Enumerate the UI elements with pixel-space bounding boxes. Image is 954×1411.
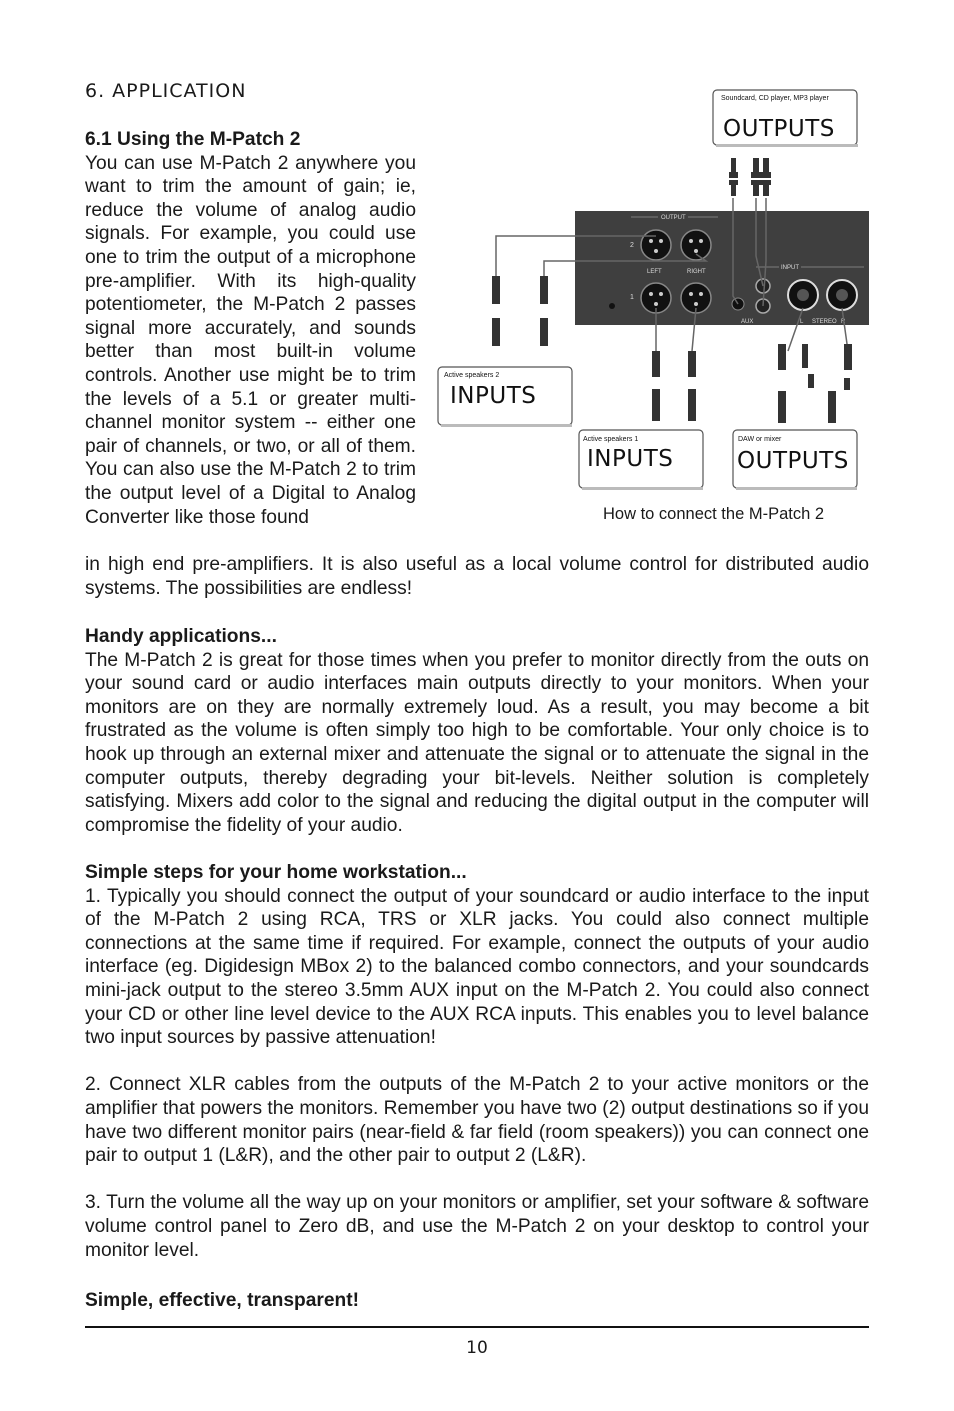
speakers1-box-caption: Active speakers 1 [583, 436, 639, 443]
footer-divider [85, 1326, 869, 1328]
intro-continuation: in high end pre-amplifiers. It is also useful as a local volume control for distributed audio systems. The possibilities are endless! [85, 554, 869, 599]
diagram-caption: How to connect the M-Patch 2 [603, 505, 825, 523]
step-3: 3. Turn the volume all the way up on your monitors or amplifier, set your software & software volume control panel to Zero dB, and use the M-Patch 2 on your desktop to control your monitor level. [85, 1192, 869, 1261]
source-box-caption: Soundcard, CD player, MP3 player [721, 95, 829, 102]
speakers1-inputs-box [579, 430, 703, 490]
panel-aux-label: AUX [741, 319, 754, 325]
intro-paragraph: You can use M-Patch 2 anywhere you want to trim the amount of gain; ie, reduce the volume of analog audio signals. For example, you could use one to trim the output of a microphone pre-amplifier. With its high-quality potentiometer, the M-Patch 2 passes signal more accurately, and sounds better than most built-in volume controls. Another use might be to trim the levels of a 5.1 or greater multi-channel monitor system -- either one pair of channels, or two, or all of them. You can also use the M-Patch 2 to trim the output level of a Digital to Analog Converter like those found [85, 152, 416, 528]
closing-line: Simple, effective, transparent! [85, 1290, 360, 1311]
panel-num-2: 2 [630, 242, 634, 249]
source-box-title: OUTPUTS [723, 116, 835, 142]
source-outputs-box [713, 90, 858, 147]
speakers2-box-title: INPUTS [450, 383, 537, 409]
intro-continuation-block [85, 553, 869, 600]
step-2: 2. Connect XLR cables from the outputs of the M-Patch 2 to your active monitors or the amplifier that powers the monitors. Remember you have two (2) output destinations so if you have two different monitor pairs (near-field & far field (room speakers)) you can connect one pair to output 1 (L&R), and the other pair to output 2 (L&R). [85, 1074, 869, 1167]
panel-input-label: INPUT [781, 265, 799, 271]
panel-right-label: RIGHT [687, 269, 706, 275]
daw-box-title: OUTPUTS [737, 448, 849, 474]
intro-column [85, 128, 416, 529]
handy-section [85, 625, 869, 837]
panel-left-label: LEFT [647, 269, 662, 275]
handy-body: The M-Patch 2 is great for those times when you prefer to monitor directly from the outs on your sound card or audio interfaces main outputs directly to your monitors. When your monitors are on they are normally extremely loud. As a result, you may become a bit frustrated as the volume is often simply too high to be comfortable. Your only choice is to hook up through an external mixer and attenuate the signal or to attenuate the signal in the computer outputs, thereby degrading your bit-levels. Neither solution is completely satisfying. Mixers add color to the signal and reducing the digital output in the computer will compromise the fidelity of your audio. [85, 649, 869, 836]
steps-heading: Simple steps for your home workstation... [85, 862, 467, 883]
connection-diagram [436, 86, 872, 492]
panel-output-label: OUTPUT [661, 215, 686, 221]
panel-r-label: R [841, 319, 846, 325]
panel-num-1: 1 [630, 294, 634, 301]
section-title: 6. APPLICATION [85, 80, 247, 102]
subsection-title: 6.1 Using the M-Patch 2 [85, 129, 301, 150]
speakers2-box-caption: Active speakers 2 [444, 372, 500, 379]
step-1: 1. Typically you should connect the output of your soundcard or audio interface to the input of the M-Patch 2 using RCA, TRS or XLR jacks. You could also connect multiple connections at the same time if required. For example, connect the outputs of your audio interface (eg. Digidesign MBox 2) to the balanced combo connectors, and your soundcards mini-jack output to the stereo 3.5mm AUX input on the M-Patch 2. You could also connect your CD or other line level device to the AUX RCA inputs. This enables you to level balance two input sources by passive attenuation! [85, 885, 869, 1049]
page-number: 10 [466, 1338, 488, 1358]
speakers1-box-title: INPUTS [587, 446, 674, 472]
panel-l-label: L [800, 319, 804, 325]
handy-heading: Handy applications... [85, 626, 277, 647]
mpatch-rear-panel [575, 211, 869, 325]
daw-box-caption: DAW or mixer [738, 436, 782, 443]
source-plugs-icon [729, 158, 771, 196]
daw-outputs-box [733, 430, 857, 490]
speakers2-inputs-box [438, 367, 572, 427]
steps-section [85, 861, 869, 1262]
panel-stereo-label: STEREO [812, 319, 837, 325]
